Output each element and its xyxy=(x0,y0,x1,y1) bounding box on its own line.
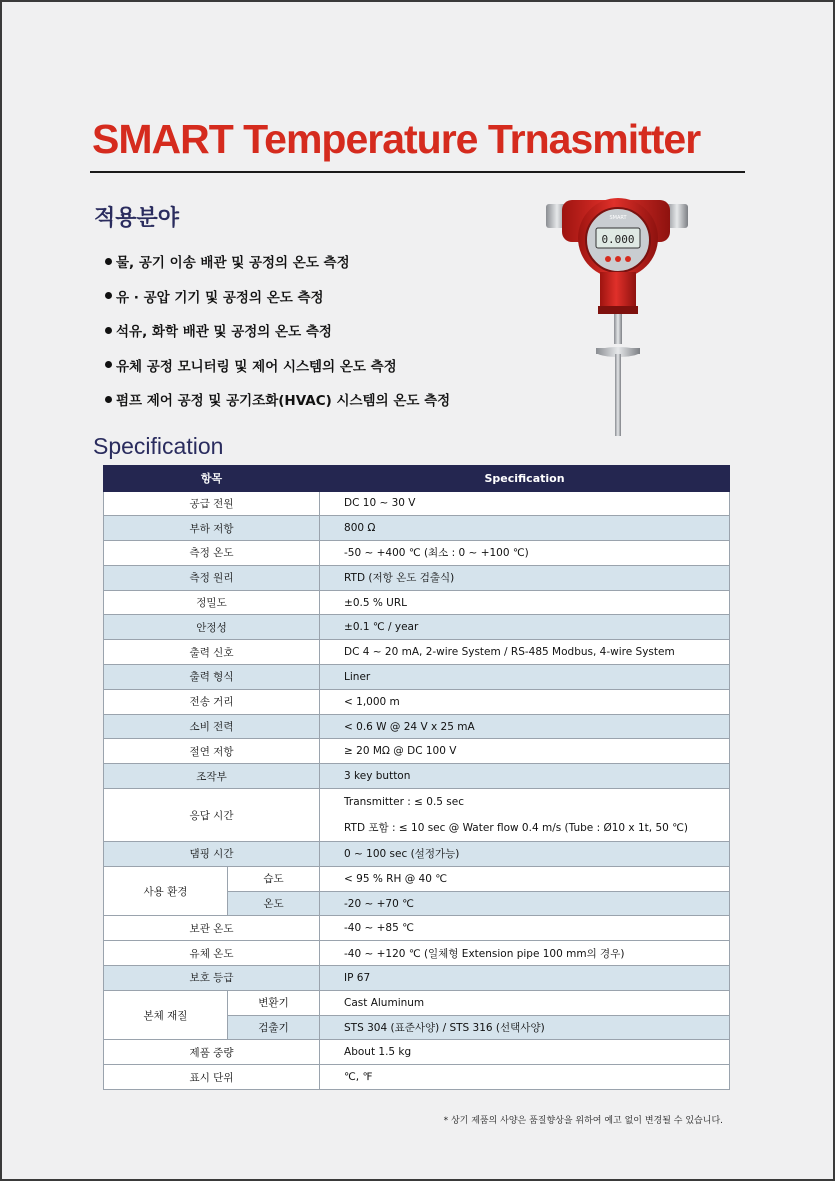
table-row: 유체 온도 -40 ~ +120 ℃ (일체형 Extension pipe 100 mm의 경우) xyxy=(104,941,730,966)
table-row: 댐핑 시간 0 ~ 100 sec (설정가능) xyxy=(104,842,730,867)
table-row: 표시 단위 ℃, ℉ xyxy=(104,1065,730,1090)
title-divider xyxy=(90,171,745,173)
column-header-item: 항목 xyxy=(104,466,320,492)
specification-table xyxy=(103,465,730,1090)
applications-heading: 적용분야 xyxy=(94,206,180,231)
response-time-rtd: RTD 포함 : ≤ 10 sec @ Water flow 0.4 m/s (Tube : Ø10 x 1t, 50 ℃) xyxy=(344,822,689,835)
list-item: 유체 공정 모니터링 및 제어 시스템의 온도 측정 xyxy=(105,348,450,383)
table-row: 절연 저항 ≥ 20 MΩ @ DC 100 V xyxy=(104,739,730,764)
table-row: 공급 전원 DC 10 ~ 30 V xyxy=(104,491,730,516)
bullet-icon xyxy=(105,327,112,334)
table-row: 측정 원리 RTD (저항 온도 검출식) xyxy=(104,565,730,590)
table-row: 안정성 ±0.1 ℃ / year xyxy=(104,615,730,640)
table-row: 보호 등급 IP 67 xyxy=(104,966,730,991)
table-row: 출력 신호 DC 4 ~ 20 mA, 2-wire System / RS-485 Modbus, 4-wire System xyxy=(104,640,730,665)
table-row: 제품 중량 About 1.5 kg xyxy=(104,1040,730,1065)
table-row: 소비 전력 < 0.6 W @ 24 V x 25 mA xyxy=(104,714,730,739)
table-row: 온도 -20 ~ +70 ℃ xyxy=(104,891,730,916)
response-time-transmitter: Transmitter : ≤ 0.5 sec xyxy=(344,796,465,809)
table-row: 본체 재질 변환기 Cast Aluminum xyxy=(104,990,730,1015)
column-header-spec: Specification xyxy=(320,466,730,492)
table-row: 정밀도 ±0.5 % URL xyxy=(104,590,730,615)
list-item: 석유, 화학 배관 및 공정의 온도 측정 xyxy=(105,313,450,348)
table-row: 부하 저항 800 Ω xyxy=(104,516,730,541)
table-row: 출력 형식 Liner xyxy=(104,665,730,690)
specification-heading: Specification xyxy=(93,433,224,459)
table-header-row xyxy=(104,466,730,492)
bullet-icon xyxy=(105,396,112,403)
table-row: 사용 환경 습도 < 95 % RH @ 40 ℃ xyxy=(104,866,730,891)
brand-label: SMART xyxy=(609,215,627,221)
footnote: * 상기 제품의 사양은 품질향상을 위하여 예고 없이 변경될 수 있습니다. xyxy=(443,1116,723,1126)
table-row: 조작부 3 key button xyxy=(104,764,730,789)
product-image xyxy=(538,186,698,446)
table-row: 검출기 STS 304 (표준사양) / STS 316 (선택사양) xyxy=(104,1015,730,1040)
applications-list xyxy=(105,244,450,417)
display-readout-label: 0.000 xyxy=(601,233,635,246)
table-row: 보관 온도 -40 ~ +85 ℃ xyxy=(104,916,730,941)
table-row: 측정 온도 -50 ~ +400 ℃ (최소 : 0 ~ +100 ℃) xyxy=(104,541,730,566)
list-item: 펌프 제어 공정 및 공기조화(HVAC) 시스템의 온도 측정 xyxy=(105,382,450,417)
page-title: SMART Temperature Trnasmitter xyxy=(92,116,701,162)
bullet-icon xyxy=(105,258,112,265)
bullet-icon xyxy=(105,361,112,368)
list-item: 물, 공기 이송 배관 및 공정의 온도 측정 xyxy=(105,244,450,279)
bullet-icon xyxy=(105,292,112,299)
table-row: 전송 거리 < 1,000 m xyxy=(104,689,730,714)
list-item: 유 · 공압 기기 및 공정의 온도 측정 xyxy=(105,279,450,314)
table-row: 응답 시간 Transmitter : ≤ 0.5 sec RTD 포함 : ≤ 10 sec @ Water flow 0.4 m/s (Tube : Ø10 x 1t, 50 ℃) xyxy=(104,789,730,842)
